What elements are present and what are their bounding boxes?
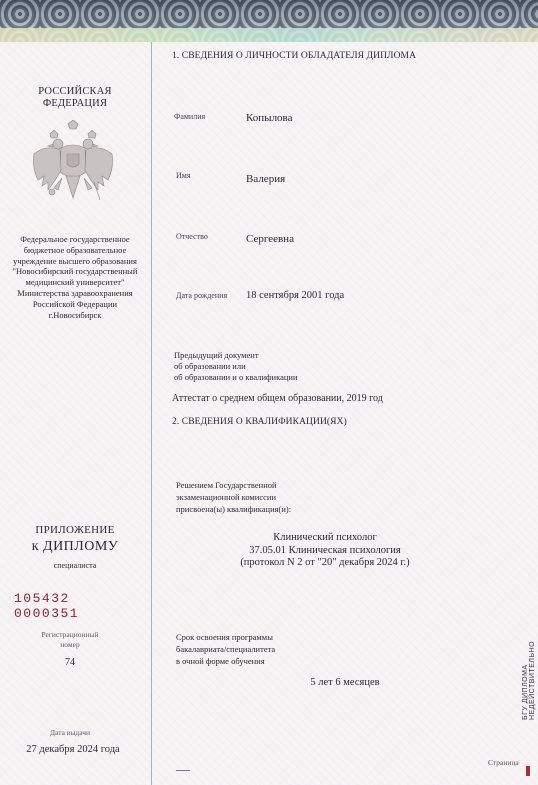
duration-line: Срок освоения программы [176, 632, 273, 642]
specialist-label: специалиста [53, 561, 97, 570]
qualification-value [200, 532, 450, 570]
red-edge-mark [526, 766, 530, 776]
appendix-title: ПРИЛОЖЕНИЕ [35, 524, 115, 536]
previous-document-line: Предыдущий документ [174, 350, 259, 360]
invalid-without-diploma-note: БГУ ДИПЛОМА НЕДЕЙСТВИТЕЛЬНО [522, 640, 536, 720]
section2-title: 2. СВЕДЕНИЯ О КВАЛИФИКАЦИИ(ЯХ) [172, 417, 347, 427]
patronymic-value: Сергеевна [246, 233, 294, 245]
institution-name [4, 234, 146, 320]
security-color-strip [0, 28, 538, 42]
commission-decision-label [176, 479, 291, 515]
bottom-dash [176, 770, 190, 771]
surname-value: Копылова [246, 112, 293, 124]
serial-number: 105432 0000351 [14, 591, 80, 621]
institution-line: г.Новосибирск [48, 309, 102, 320]
qualification-line: Клинический психолог [273, 532, 377, 543]
appendix-subtitle: к ДИПЛОМУ [31, 539, 119, 554]
registration-label-line: Регистрационный [41, 630, 99, 639]
dob-label: Дата рождения [176, 291, 228, 300]
previous-document-label [174, 350, 298, 383]
name-value: Валерия [246, 173, 286, 185]
decision-line: присвоена(ы) квалификация(и): [176, 504, 292, 514]
institution-line: "Новосибирский государственный [12, 266, 138, 277]
issue-date-label: Дата выдачи [49, 728, 91, 737]
decision-line: экзаменационной комиссии [176, 492, 276, 502]
study-duration-label [176, 631, 275, 667]
study-duration-value: 5 лет 6 месяцев [310, 677, 380, 688]
registration-label-line: номер [60, 640, 80, 649]
previous-document-value: Аттестат о среднем общем образовании, 2019 год [172, 393, 383, 404]
institution-line: учреждение высшего образования [13, 255, 137, 266]
decision-line: Решением Государственной [176, 480, 277, 490]
institution-line: Федеральное государственное [20, 234, 130, 244]
previous-document-line: об образовании и о квалификации [174, 372, 298, 382]
duration-line: бакалавриата/специалитета [176, 644, 276, 654]
surname-label: Фамилия [174, 112, 206, 121]
patronymic-label: Отчество [176, 232, 208, 241]
section1-title: 1. СВЕДЕНИЯ О ЛИЧНОСТИ ОБЛАДАТЕЛЯ ДИПЛОМА [172, 51, 417, 61]
eagle-emblem-icon [28, 120, 118, 216]
duration-line: в очной форме обучения [176, 656, 265, 666]
dob-value: 18 сентября 2001 года [246, 290, 345, 301]
qualification-line: 37.05.01 Клиническая психология [249, 544, 401, 556]
previous-document-line: об образовании или [174, 361, 246, 371]
country-name: РОССИЙСКАЯ ФЕДЕРАЦИЯ [38, 86, 112, 109]
registration-label [20, 630, 120, 650]
name-label: Имя [176, 171, 191, 180]
institution-line: Российской Федерации [32, 298, 118, 309]
qualification-line: (протокол N 2 от "20" декабря 2024 г.) [240, 557, 410, 568]
institution-line: бюджетное образовательное [23, 244, 127, 255]
registration-number: 74 [65, 657, 75, 668]
institution-line: Министерства здравоохранения [17, 287, 133, 298]
issue-date: 27 декабря 2024 года [26, 744, 120, 755]
page-label: Страница [488, 758, 519, 767]
institution-line: медицинский университет" [25, 277, 125, 288]
column-divider [151, 42, 152, 785]
